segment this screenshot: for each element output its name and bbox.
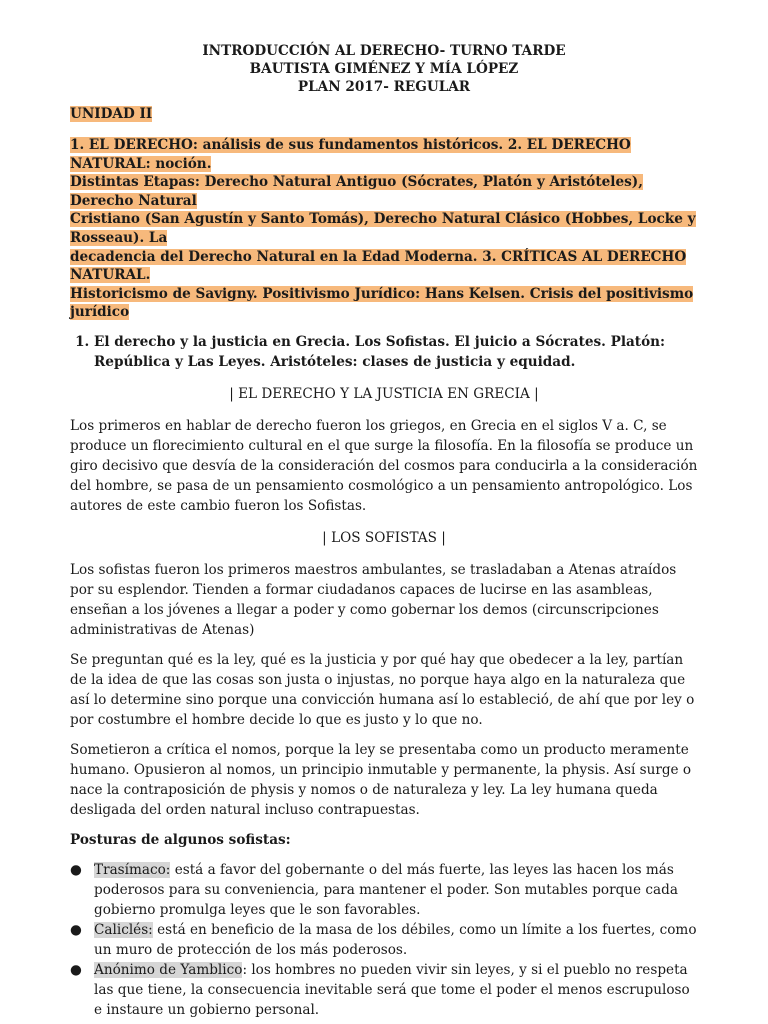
sophist-name: Trasímaco: <box>94 861 171 878</box>
topics-line: 1. EL DERECHO: análisis de sus fundamentos históricos. 2. EL DERECHO NATURAL: noción. <box>70 137 631 172</box>
header-course: INTRODUCCIÓN AL DERECHO- TURNO TARDE <box>202 43 566 59</box>
topics-line: Cristiano (San Agustín y Santo Tomás), Derecho Natural Clásico (Hobbes, Locke y Rosseau). La <box>70 211 696 246</box>
paragraph-sophists-2: Se preguntan qué es la ley, qué es la justicia y por qué hay que obedecer a la ley, partían de la idea de que las cosas son justa o injustas, no porque haya algo en la naturaleza que así lo determine sino porque una convicción humana así lo estableció, de ahí que por ley o por costumbre el hombre decide lo que es justo y lo que no. <box>70 651 695 728</box>
bullet-icon: ● <box>70 961 82 978</box>
postures-heading: Posturas de algunos sofistas: <box>70 831 291 848</box>
list-item <box>70 860 698 920</box>
document-header <box>70 42 698 96</box>
topics-line: Distintas Etapas: Derecho Natural Antiguo (Sócrates, Platón y Aristóteles), Derecho Natural <box>70 174 643 209</box>
unit-topics <box>70 136 698 322</box>
numbered-list <box>70 332 698 372</box>
unit-label: UNIDAD II <box>70 106 153 122</box>
sophist-description: está en beneficio de la masa de los débiles, como un límite a los fuertes, como un muro de protección de los más poderosos. <box>94 921 697 958</box>
sophist-description: : los hombres no pueden vivir sin leyes, y si el pueblo no respeta las que tiene, la consecuencia inevitable será que tome el poder el menos escrupuloso e instaure un gobierno personal. <box>94 961 690 1018</box>
paragraph-sophists-1: Los sofistas fueron los primeros maestros ambulantes, se trasladaban a Atenas atraídos por su esplendor. Tienden a formar ciudadanos capaces de lucirse en las asambleas, enseñan a los jóvenes a llegar a poder y como gobernar los demos (circunscripciones administrativas de Atenas) <box>70 561 677 638</box>
section-title-sophists: | LOS SOFISTAS | <box>322 529 446 546</box>
sophists-bullet-list <box>70 860 698 1020</box>
list-item-1: 1. El derecho y la justicia en Grecia. Los Sofistas. El juicio a Sócrates. Platón: República y Las Leyes. Aristóteles: clases de justicia y equidad. <box>94 332 698 372</box>
header-authors: BAUTISTA GIMÉNEZ Y MÍA LÓPEZ <box>249 61 519 77</box>
topics-line: Historicismo de Savigny. Positivismo Jurídico: Hans Kelsen. Crisis del positivismo jurídico <box>70 285 694 321</box>
paragraph-greece: Los primeros en hablar de derecho fueron los griegos, en Grecia en el siglos V a. C, se produce un florecimiento cultural en el que surge la filosofía. En la filosofía se produce un giro decisivo que desvía de la consideración del cosmos para conducirla a la consideración del hombre, se pasa de un pensamiento cosmológico a un pensamiento antropológico. Los autores de este cambio fueron los Sofistas. <box>70 417 698 514</box>
header-plan: PLAN 2017- REGULAR <box>297 79 471 95</box>
list-item <box>70 920 698 960</box>
sophist-description: está a favor del gobernante o del más fuerte, las leyes las hacen los más poderosos para su conveniencia, para mantener el poder. Son mutables porque cada gobierno promulga leyes que le son favorables. <box>94 861 678 918</box>
sophist-name: Caliclés: <box>94 921 153 938</box>
bullet-icon: ● <box>70 861 82 878</box>
list-item <box>70 960 698 1020</box>
paragraph-sophists-3: Sometieron a crítica el nomos, porque la ley se presentaba como un producto meramente humano. Opusieron al nomos, un principio inmutable y permanente, la physis. Así surge o nace la contraposición de physis y nomos o de naturaleza y ley. La ley humana queda desligada del orden natural incluso contrapuestas. <box>70 741 692 818</box>
sophist-name: Anónimo de Yamblico <box>94 961 243 978</box>
section-title-greece: | EL DERECHO Y LA JUSTICIA EN GRECIA | <box>229 385 539 402</box>
bullet-icon: ● <box>70 921 82 938</box>
topics-line: decadencia del Derecho Natural en la Edad Moderna. 3. CRÍTICAS AL DERECHO NATURAL. <box>70 248 687 284</box>
unit-title <box>70 104 698 124</box>
